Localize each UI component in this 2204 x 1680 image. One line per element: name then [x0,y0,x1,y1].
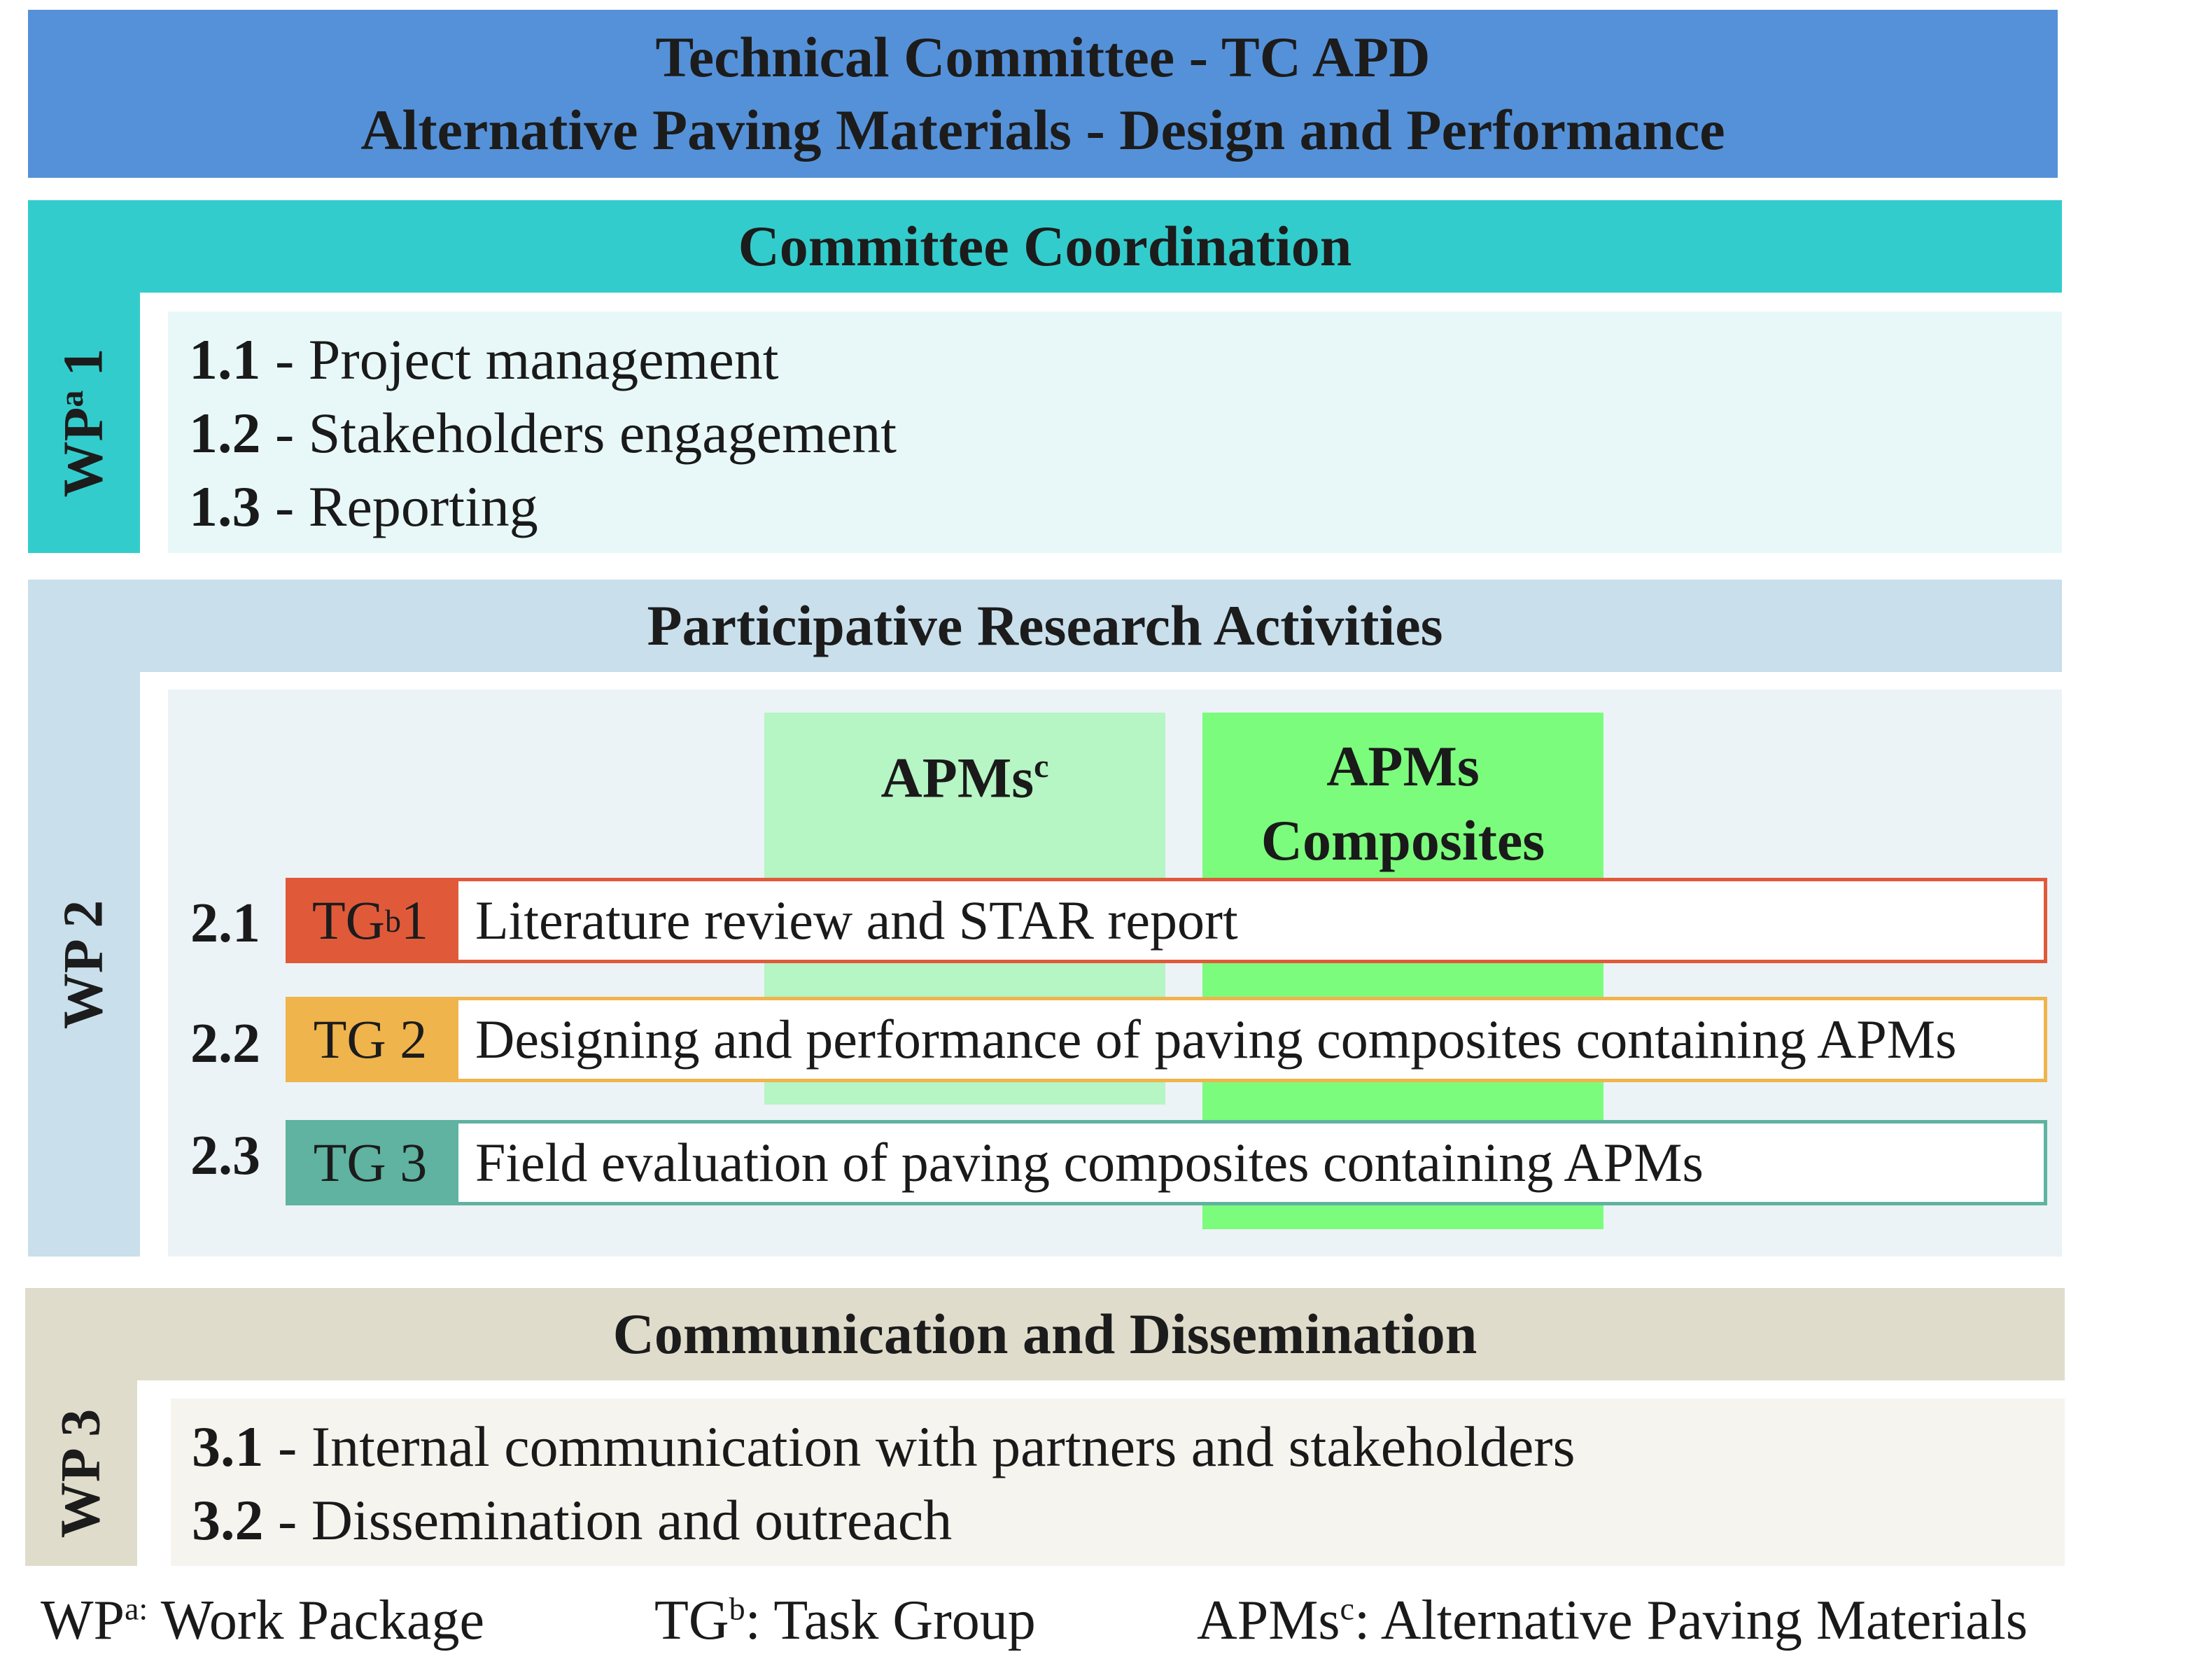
wp2-label: WP 2 [52,899,115,1029]
wp3-item: 3.2 - Dissemination and outreach [192,1488,953,1552]
wp3-item: 3.1 - Internal communication with partners and stakeholders [192,1415,1575,1478]
task-group-description: Field evaluation of paving composites containing APMs [455,1120,2047,1205]
task-group-number: 2.1 [190,892,260,954]
wp3-label: WP 3 [50,1408,112,1538]
legend-alternative-paving-materials: APMs$^c$: Alternative Paving Materials [1197,1590,2028,1651]
legend-work-package: $WP^{a:}$ Work Package [41,1590,485,1651]
wp2-label-bar [28,672,140,1256]
wp2-title-band [28,580,2062,672]
task-group-tag: TG 2 [286,997,455,1082]
header-line-2: Alternative Paving Materials - Design and Performance [360,98,1725,162]
task-group-tag: TG 3 [286,1120,455,1205]
task-group-description: Designing and performance of paving composites containing APMs [455,997,2047,1082]
header-line-1: Technical Committee - TC APD [655,25,1431,89]
wp2-title: Participative Research Activities [647,594,1443,657]
wp3-label-bar [25,1380,137,1566]
wp1-label: $WP^a$ 1 [52,348,115,498]
apms-composites-heading-line-1: APMs [1326,734,1480,798]
task-group-description: Literature review and STAR report [455,878,2047,963]
wp3-title-band [25,1288,2065,1380]
task-group-number: 2.2 [190,1013,260,1074]
wp1-label-bar [28,293,140,553]
wp1-item: 1.1 - Project management [189,328,779,391]
diagram-header [28,10,2058,178]
wp3-title: Communication and Dissemination [612,1302,1477,1366]
task-group-tag: TG b 1 [286,878,455,963]
wp1-title: Committee Coordination [738,214,1352,278]
apms-column-heading: APMs$^c$ [880,746,1049,810]
apms-composites-heading-line-2: Composites [1261,808,1545,872]
wp3-panel [171,1399,2065,1566]
wp1-item: 1.3 - Reporting [189,475,538,538]
legend-task-group: $TG^b$: Task Group [654,1590,1036,1651]
wp1-panel [168,312,2062,553]
wp1-item: 1.2 - Stakeholders engagement [189,401,897,465]
wp1-title-band [28,200,2062,293]
task-group-number: 2.3 [190,1125,260,1186]
